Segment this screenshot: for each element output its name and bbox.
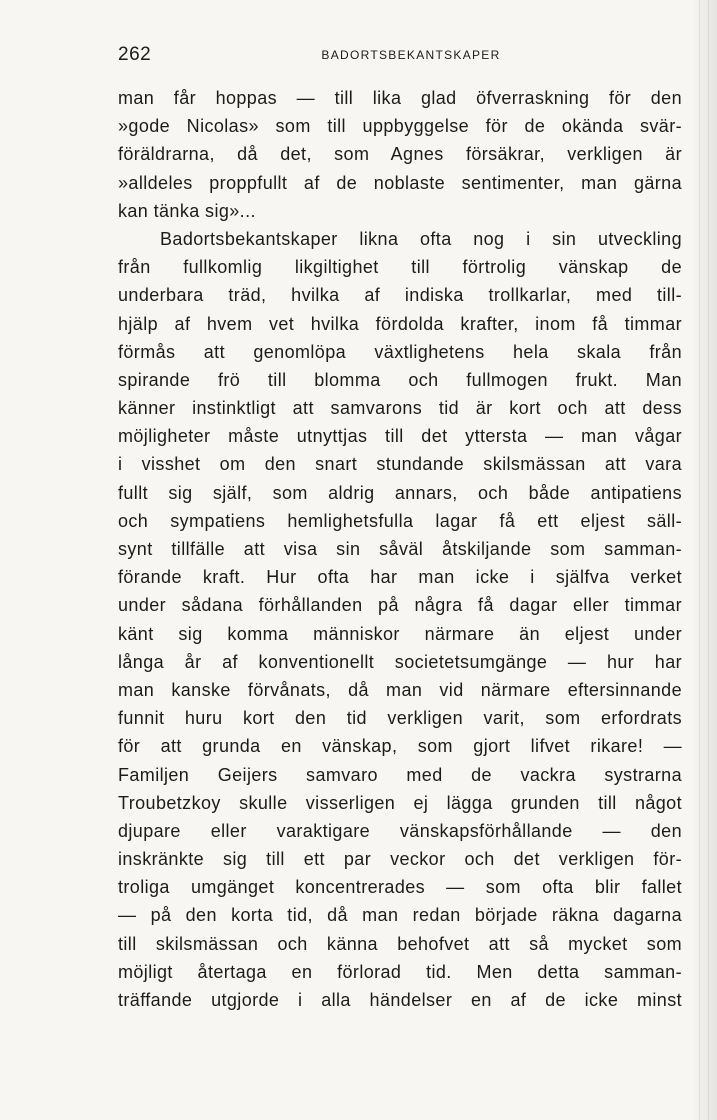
text-line: funnit huru kort den tid verkligen varit, som erfordrats	[118, 708, 682, 729]
text-line: känt sig komma människor närmare än eljest under	[118, 623, 682, 644]
running-head: BADORTSBEKANTSKAPER	[321, 48, 501, 62]
text-line: hjälp af hvem vet hvilka fördolda krafter, inom få timmar	[118, 313, 682, 334]
text-line: Troubetzkoy skulle visserligen ej lägga grunden till något	[118, 792, 682, 813]
text-line: Familjen Geijers samvaro med de vackra systrarna	[118, 764, 682, 785]
text-line: och sympatiens hemlighetsfulla lagar få ett eljest säll-	[118, 510, 682, 531]
text-line: till skilsmässan och känna behofvet att så mycket som	[118, 933, 682, 954]
text-line: träffande utgjorde i alla händelser en af de icke minst	[118, 990, 682, 1010]
text-line: »gode Nicolas» som till uppbyggelse för de okända svär-	[118, 116, 682, 137]
text-line: för att grunda en vänskap, som gjort lifvet rikare! —	[118, 736, 682, 757]
paragraph-start-line: Badortsbekantskaper likna ofta nog i sin utveckling	[160, 228, 682, 249]
gutter-line	[699, 0, 700, 1120]
text-line: i visshet om den snart stundande skilsmässan att vara	[118, 454, 682, 475]
page-gutter-shadow	[691, 0, 717, 1120]
text-line: under sådana förhållanden på några få dagar eller timmar	[118, 595, 682, 616]
text-line: fullt sig själf, som aldrig annars, och både antipatiens	[118, 482, 682, 503]
text-line: långa år af konventionellt societetsumgänge — hur har	[118, 651, 682, 672]
text-line: möjligheter måste utnyttjas till det yttersta — man vågar	[118, 426, 682, 447]
text-line: förmås att genomlöpa växtlighetens hela skala från	[118, 341, 682, 362]
text-line: från fullkomlig likgiltighet till förtrolig vänskap de	[118, 257, 682, 278]
text-line: djupare eller varaktigare vänskapsförhållande — den	[118, 820, 682, 841]
page-header	[118, 44, 682, 70]
text-line: troliga umgänget koncentrerades — som ofta blir fallet	[118, 877, 682, 898]
gutter-line	[708, 0, 709, 1120]
text-line: inskränkte sig till ett par veckor och det verkligen för-	[118, 849, 682, 870]
text-line: möjligt återtaga en förlorad tid. Men detta samman-	[118, 961, 682, 982]
text-line: föräldrarna, då det, som Agnes försäkrar, verkligen är	[118, 144, 682, 165]
text-line: spirande frö till blomma och fullmogen frukt. Man	[118, 369, 682, 390]
text-line: — på den korta tid, då man redan började räkna dagarna	[118, 905, 682, 926]
page-number: 262	[118, 44, 152, 65]
text-line: underbara träd, hvilka af indiska trollkarlar, med till-	[118, 285, 682, 306]
text-line: man får hoppas — till lika glad öfverraskning för den	[118, 88, 682, 108]
text-line: »alldeles proppfullt af de noblaste sentimenter, man gärna	[118, 172, 682, 193]
text-line: känner instinktligt att samvarons tid är kort och att dess	[118, 398, 682, 419]
paragraph-end-line: kan tänka sig»...	[118, 200, 256, 221]
text-line: förande kraft. Hur ofta har man icke i själfva verket	[118, 567, 682, 588]
body-text	[118, 84, 682, 1014]
text-line: synt tillfälle att visa sin såväl åtskiljande som samman-	[118, 539, 682, 559]
text-line: man kanske förvånats, då man vid närmare eftersinnande	[118, 679, 682, 700]
